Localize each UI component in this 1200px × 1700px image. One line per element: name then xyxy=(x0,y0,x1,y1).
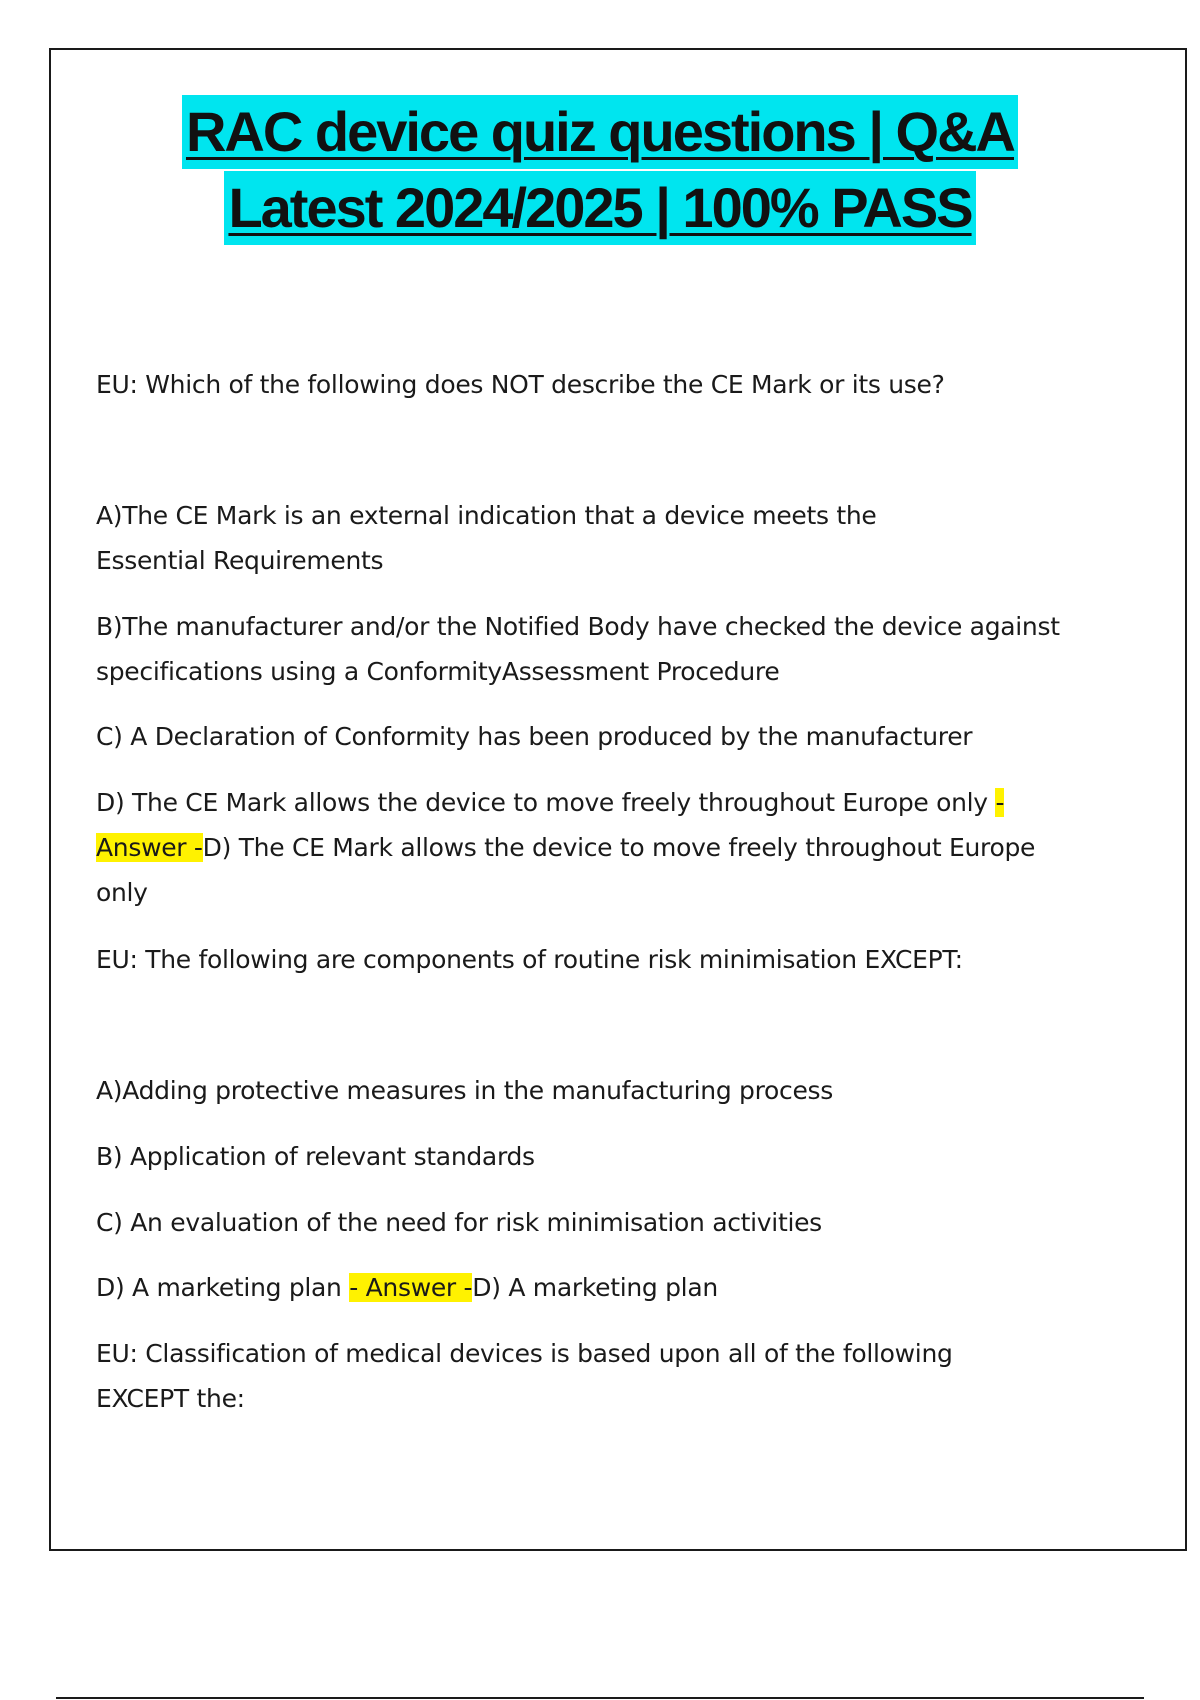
q3-question: EU: Classification of medical devices is based upon all of the following EXCEPT the: xyxy=(96,1339,953,1413)
q2-option-b: B) Application of relevant standards xyxy=(96,1142,535,1171)
bottom-rule xyxy=(56,1697,1144,1699)
q1-option-d-with-answer xyxy=(96,780,1070,915)
q2-answer-tag: - Answer - xyxy=(349,1273,473,1302)
q2-question: EU: The following are components of routine risk minimisation EXCEPT: xyxy=(96,945,963,974)
q2-answer: D) A marketing plan xyxy=(472,1273,718,1302)
q1-option-a: A)The CE Mark is an external indication that a device meets the Essential Requirements xyxy=(96,501,877,575)
q2-option-d-with-answer xyxy=(96,1265,1160,1310)
q1-option-c: C) A Declaration of Conformity has been produced by the manufacturer xyxy=(96,722,973,751)
q2-option-d: D) A marketing plan xyxy=(96,1273,342,1302)
q2-option-c: C) An evaluation of the need for risk minimisation activities xyxy=(96,1208,822,1237)
q1-option-d: D) The CE Mark allows the device to move freely throughout Europe only xyxy=(96,788,988,817)
q1-option-b: B)The manufacturer and/or the Notified Body have checked the device against specifications using a ConformityAssessment Procedure xyxy=(96,612,1060,686)
title-line-1: RAC device quiz questions | Q&A xyxy=(182,95,1018,169)
document-title xyxy=(0,95,1200,247)
q2-option-a: A)Adding protective measures in the manufacturing process xyxy=(96,1076,834,1105)
q1-question: EU: Which of the following does NOT describe the CE Mark or its use? xyxy=(96,370,945,399)
title-line-2: Latest 2024/2025 | 100% PASS xyxy=(224,171,975,245)
q1-answer-tag: - Answer - xyxy=(96,788,1005,862)
q1-answer: D) The CE Mark allows the device to move freely throughout Europe only xyxy=(96,833,1036,907)
